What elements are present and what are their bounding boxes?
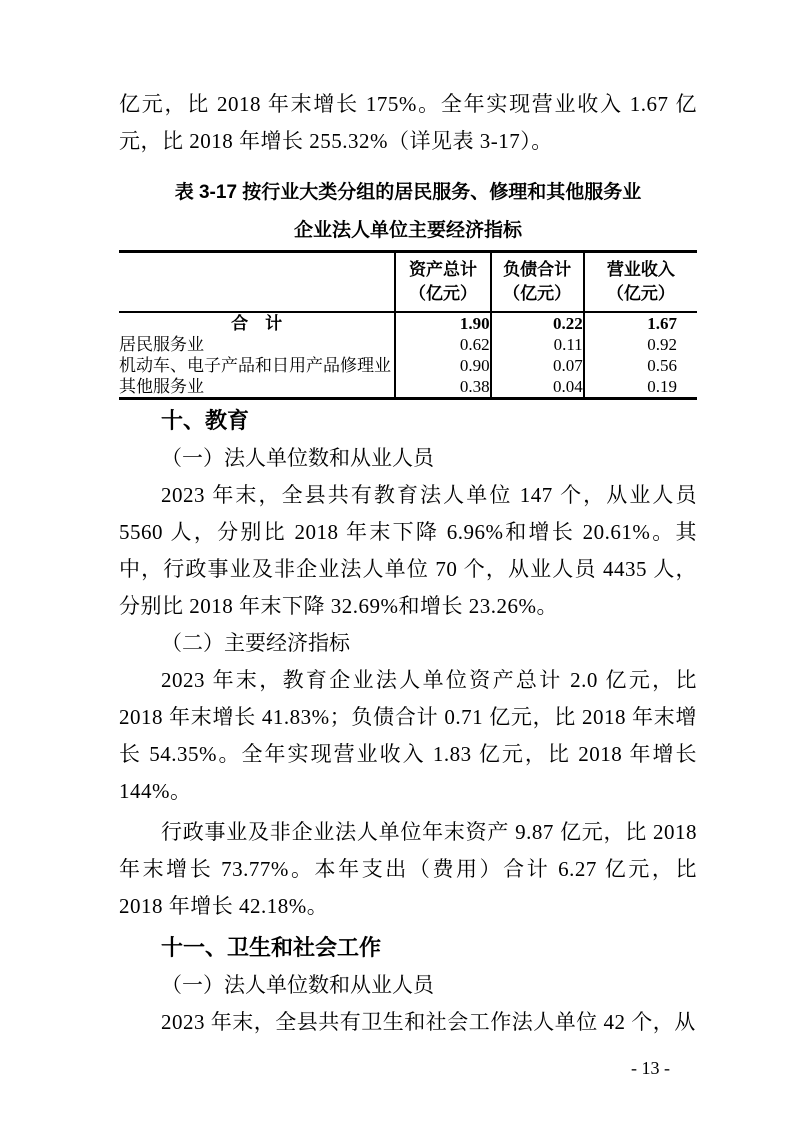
row-label: 其他服务业	[119, 377, 204, 396]
table-row-resident-services	[119, 334, 697, 355]
page-number: - 13 -	[631, 1058, 670, 1078]
education-paragraph-3: 行政事业及非企业法人单位年末资产 9.87 亿元，比 2018 年末增长 73.77%。本年支出（费用）合计 6.27 亿元，比 2018 年增长 42.18%。	[119, 820, 697, 918]
table-row-other-services	[119, 376, 697, 399]
header-empty-cell	[119, 252, 395, 313]
table-row-total	[119, 312, 697, 334]
row-value-liabilities: 0.04	[491, 376, 584, 399]
table-title-line1: 表 3-17 按行业大类分组的居民服务、修理和其他服务业	[174, 182, 642, 203]
header-liabilities-line1: 负债合计	[503, 260, 572, 279]
header-revenue-line1: 营业收入	[606, 260, 675, 279]
row-value-revenue: 0.92	[584, 334, 697, 355]
table-title-line2: 企业法人单位主要经济指标	[293, 220, 522, 241]
row-label: 居民服务业	[119, 335, 204, 354]
section-heading-health: 十一、卫生和社会工作	[161, 935, 382, 960]
header-liabilities-line2: （亿元）	[503, 284, 572, 303]
sub-heading-health-1: （一）法人单位数和从业人员	[161, 973, 434, 997]
intro-paragraph: 亿元，比 2018 年末增长 175%。全年实现营业收入 1.67 亿元，比 2018 年增长 255.32%（详见表 3-17）。	[119, 92, 697, 153]
header-assets-line2: （亿元）	[408, 284, 477, 303]
health-paragraph-1: 2023 年末，全县共有卫生和社会工作法人单位 42 个，从	[161, 1010, 696, 1034]
header-revenue-line2: （亿元）	[606, 284, 675, 303]
row-value-revenue: 0.56	[584, 355, 697, 376]
table-title	[119, 174, 697, 250]
row-label: 机动车、电子产品和日用产品修理业	[119, 356, 391, 375]
row-value-liabilities: 0.07	[491, 355, 584, 376]
header-assets-line1: 资产总计	[408, 260, 477, 279]
header-assets	[395, 252, 490, 313]
economic-indicators-table	[119, 250, 697, 400]
education-paragraph-1: 2023 年末，全县共有教育法人单位 147 个，从业人员 5560 人，分别比 2018 年末下降 6.96%和增长 20.61%。其中，行政事业及非企业法人单位 70 个，从业人员 4435 人，分别比 2018 年末下降 32.69%和增长 23.26%。	[119, 483, 697, 618]
row-value-revenue: 1.67	[584, 312, 697, 334]
sub-heading-education-1: （一）法人单位数和从业人员	[161, 446, 434, 470]
sub-heading-education-2: （二）主要经济指标	[161, 631, 350, 655]
table-header-row	[119, 252, 697, 313]
row-value-assets: 1.90	[395, 312, 490, 334]
section-heading-education: 十、教育	[161, 408, 250, 433]
row-value-liabilities: 0.22	[491, 312, 584, 334]
row-value-assets: 0.62	[395, 334, 490, 355]
row-value-assets: 0.38	[395, 376, 490, 399]
row-value-revenue: 0.19	[584, 376, 697, 399]
page-content	[119, 86, 697, 1041]
row-value-assets: 0.90	[395, 355, 490, 376]
header-liabilities	[491, 252, 584, 313]
row-value-liabilities: 0.11	[491, 334, 584, 355]
education-paragraph-2: 2023 年末，教育企业法人单位资产总计 2.0 亿元，比 2018 年末增长 41.83%；负债合计 0.71 亿元，比 2018 年末增长 54.35%。全年实现营业收入 1.83 亿元，比 2018 年增长 144%。	[119, 668, 697, 803]
table-row-repair	[119, 355, 697, 376]
header-revenue	[584, 252, 697, 313]
row-label: 合 计	[231, 314, 283, 333]
